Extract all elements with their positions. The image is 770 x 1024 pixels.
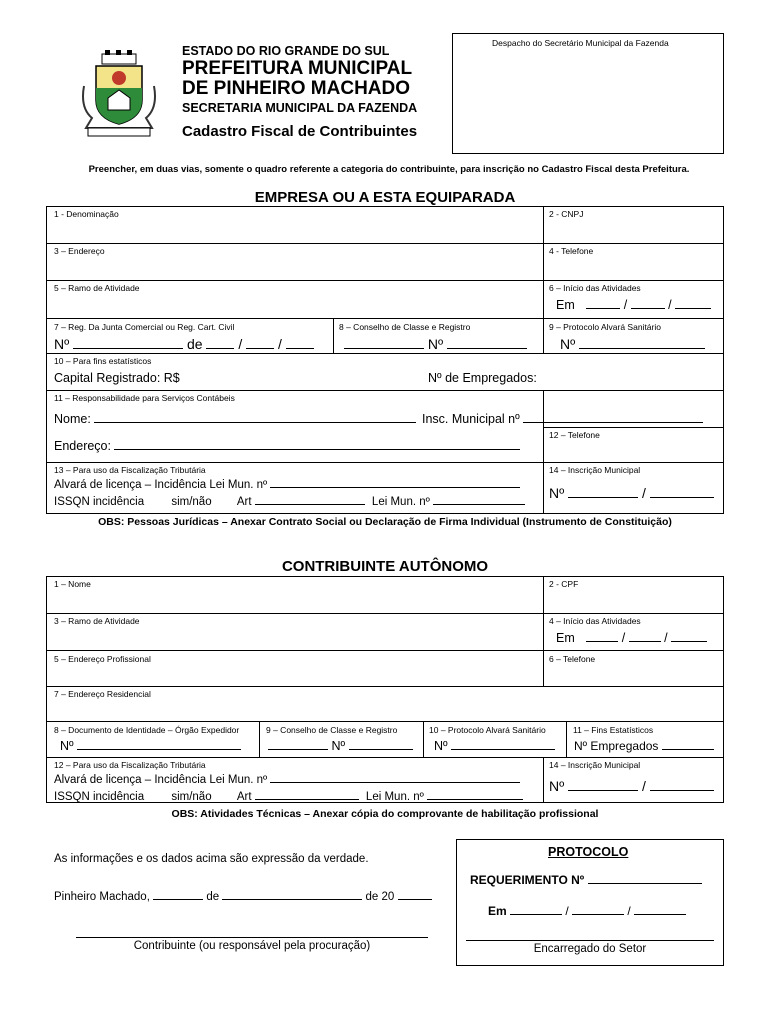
empresa-junta-field[interactable]: Nº de / / (54, 336, 314, 352)
art-label: Art (236, 496, 252, 508)
autonomo-endereco-res-label: 7 – Endereço Residencial (54, 689, 151, 699)
autonomo-nome-label: 1 – Nome (54, 579, 91, 589)
no-label: Nº (427, 336, 444, 352)
prefeitura-line-2: DE PINHEIRO MACHADO (182, 78, 411, 99)
autonomo-endereco-prof-label: 5 – Endereço Profissional (54, 654, 151, 664)
empresa-telefone-field[interactable] (548, 257, 718, 277)
contador-telefone-field[interactable] (548, 441, 718, 459)
empresa-conselho-field[interactable] (344, 336, 527, 352)
autonomo-identidade-label: 8 – Documento de Identidade – Órgão Expedidor (54, 725, 240, 735)
empresa-telefone-contador-label: 12 – Telefone (549, 430, 600, 440)
empregados-label: Nº Empregados (574, 739, 659, 753)
protocolo-title: PROTOCOLO (548, 845, 629, 859)
autonomo-cpf-label: 2 - CPF (549, 579, 579, 589)
no-label: Nº (560, 336, 576, 352)
autonomo-telefone-label: 6 – Telefone (549, 654, 596, 664)
autonomo-conselho-label: 9 – Conselho de Classe e Registro (266, 725, 398, 735)
numero-empregados-field[interactable]: Nº de Empregados: (428, 371, 537, 385)
requerimento-label: REQUERIMENTO Nº (470, 873, 585, 887)
contador-endereco-field[interactable] (54, 439, 520, 453)
empresa-inicio-field[interactable]: Em / / (556, 298, 711, 312)
capital-registrado-field[interactable]: Capital Registrado: R$ (54, 371, 180, 385)
empresa-contabeis-label: 11 – Responsabilidade para Serviços Contábeis (54, 393, 235, 403)
empresa-inscricao-label: 14 – Inscrição Municipal (549, 465, 641, 475)
de-label: de (206, 891, 220, 903)
autonomo-obs: OBS: Atividades Técnicas – Anexar cópia do comprovante de habilitação profissional (171, 808, 599, 820)
de20-label: de 20 (365, 891, 395, 903)
autonomo-inicio-label: 4 – Início das Atividades (549, 616, 641, 626)
autonomo-title: CONTRIBUINTE AUTÔNOMO (281, 558, 489, 575)
empresa-inicio-label: 6 – Início das Atividades (549, 283, 641, 293)
autonomo-inscricao-field[interactable]: Nº / (549, 778, 714, 794)
autonomo-estatisticos-label: 11 – Fins Estatísticos (573, 725, 654, 735)
autonomo-telefone-field[interactable] (548, 665, 718, 683)
em-label: Em (488, 904, 507, 918)
cadastro-title: Cadastro Fiscal de Contribuintes (182, 123, 418, 140)
autonomo-endereco-prof-field[interactable] (50, 665, 538, 683)
empresa-junta-label: 7 – Reg. Da Junta Comercial ou Reg. Cart. Civil (54, 322, 235, 332)
despacho-label: Despacho do Secretário Municipal da Fazenda (492, 38, 669, 48)
local-data-field[interactable] (54, 889, 432, 903)
contador-nome-field[interactable] (54, 412, 416, 426)
no-label: Nº (60, 739, 74, 753)
contador-insc-field[interactable] (422, 412, 703, 426)
autonomo-alvara-sanitario-field[interactable] (434, 739, 555, 753)
empresa-ramo-field[interactable] (50, 294, 538, 314)
autonomo-empregados-field[interactable] (574, 739, 714, 753)
autonomo-inicio-field[interactable]: Em / / (556, 631, 707, 645)
instruction-text: Preencher, em duas vias, somente o quadro referente a categoria do contribuinte, para inscrição no Cadastro Fiscal desta Prefeitura. (88, 164, 690, 175)
autonomo-fiscalizacao-label: 12 – Para uso da Fiscalização Tributária (54, 760, 206, 770)
empresa-title: EMPRESA OU A ESTA EQUIPARADA (254, 189, 516, 206)
autonomo-issqn-field[interactable] (54, 789, 523, 803)
empresa-ramo-label: 5 – Ramo de Atividade (54, 283, 140, 293)
prefeitura-line-1: PREFEITURA MUNICIPAL (182, 58, 413, 79)
empresa-denominacao-label: 1 - Denominação (54, 209, 119, 219)
no-label: Nº (54, 336, 70, 352)
no-label: Nº (549, 778, 565, 794)
autonomo-endereco-res-field[interactable] (50, 700, 718, 718)
empresa-fiscalizacao-label: 13 – Para uso da Fiscalização Tributária (54, 465, 206, 475)
coat-of-arms (78, 48, 160, 140)
insc-label: Insc. Municipal nº (422, 412, 520, 426)
state-name: ESTADO DO RIO GRANDE DO SUL (182, 44, 390, 58)
no-label: Nº (434, 739, 448, 753)
de-label: de (187, 336, 203, 352)
contribuinte-signature-label: Contribuinte (ou responsável pela procuração) (133, 940, 371, 952)
local-label: Pinheiro Machado, (54, 891, 150, 903)
empresa-alvara-sanitario-field[interactable] (560, 336, 705, 352)
leimun-label: Lei Mun. nº (365, 791, 424, 803)
declaracao-text: As informações e os dados acima são expressão da verdade. (54, 853, 369, 865)
no-label: Nº (549, 485, 565, 501)
no-label: Nº (331, 739, 346, 753)
despacho-box (452, 33, 724, 154)
empresa-denominacao-field[interactable] (50, 220, 538, 240)
simnao-label: sim/não (171, 496, 212, 508)
autonomo-alvara-sanitario-label: 10 – Protocolo Alvará Sanitário (429, 725, 546, 735)
empresa-inscricao-field[interactable]: Nº / (549, 485, 714, 501)
encarregado-label: Encarregado do Setor (533, 943, 647, 955)
em-label: Em (556, 631, 575, 645)
empresa-telefone-label: 4 - Telefone (549, 246, 594, 256)
issqn-label: ISSQN incidência (54, 791, 145, 803)
issqn-field[interactable] (54, 494, 525, 508)
protocolo-data-field[interactable]: Em / / (488, 904, 686, 918)
autonomo-ramo-label: 3 – Ramo de Atividade (54, 616, 140, 626)
autonomo-identidade-field[interactable] (60, 739, 241, 753)
empresa-cnpj-label: 2 - CNPJ (549, 209, 584, 219)
alvara-label: Alvará de licença – Incidência Lei Mun. nº (54, 479, 268, 491)
em-label: Em (556, 298, 575, 312)
autonomo-inscricao-label: 14 – Inscrição Municipal (549, 760, 641, 770)
nome-label: Nome: (54, 412, 91, 426)
alvara-label: Alvará de licença – Incidência Lei Mun. nº (54, 774, 268, 786)
autonomo-nome-field[interactable] (50, 590, 538, 610)
simnao-label: sim/não (171, 791, 212, 803)
leimun-label: Lei Mun. nº (371, 496, 430, 508)
empresa-estatisticos-label: 10 – Para fins estatísticos (54, 356, 152, 366)
empresa-endereco-label: 3 – Endereço (54, 246, 105, 256)
autonomo-ramo-field[interactable] (50, 627, 538, 647)
empresa-conselho-label: 8 – Conselho de Classe e Registro (339, 322, 471, 332)
issqn-label: ISSQN incidência (54, 496, 145, 508)
empresa-obs: OBS: Pessoas Jurídicas – Anexar Contrato Social ou Declaração de Firma Individual (Instrumento de Constituição) (98, 516, 672, 528)
secretaria-name: SECRETARIA MUNICIPAL DA FAZENDA (182, 101, 418, 115)
alvara-licenca-field[interactable] (54, 477, 520, 491)
requerimento-field[interactable] (470, 873, 702, 887)
empresa-cnpj-field[interactable] (548, 220, 718, 240)
empresa-endereco-field[interactable] (50, 257, 538, 277)
autonomo-cpf-field[interactable] (548, 590, 718, 610)
empresa-alvara-sanitario-label: 9 – Protocolo Alvará Sanitário (549, 322, 661, 332)
endereco-label: Endereço: (54, 439, 111, 453)
autonomo-conselho-field[interactable] (268, 739, 413, 753)
autonomo-alvara-licenca-field[interactable] (54, 772, 520, 786)
art-label: Art (236, 791, 252, 803)
